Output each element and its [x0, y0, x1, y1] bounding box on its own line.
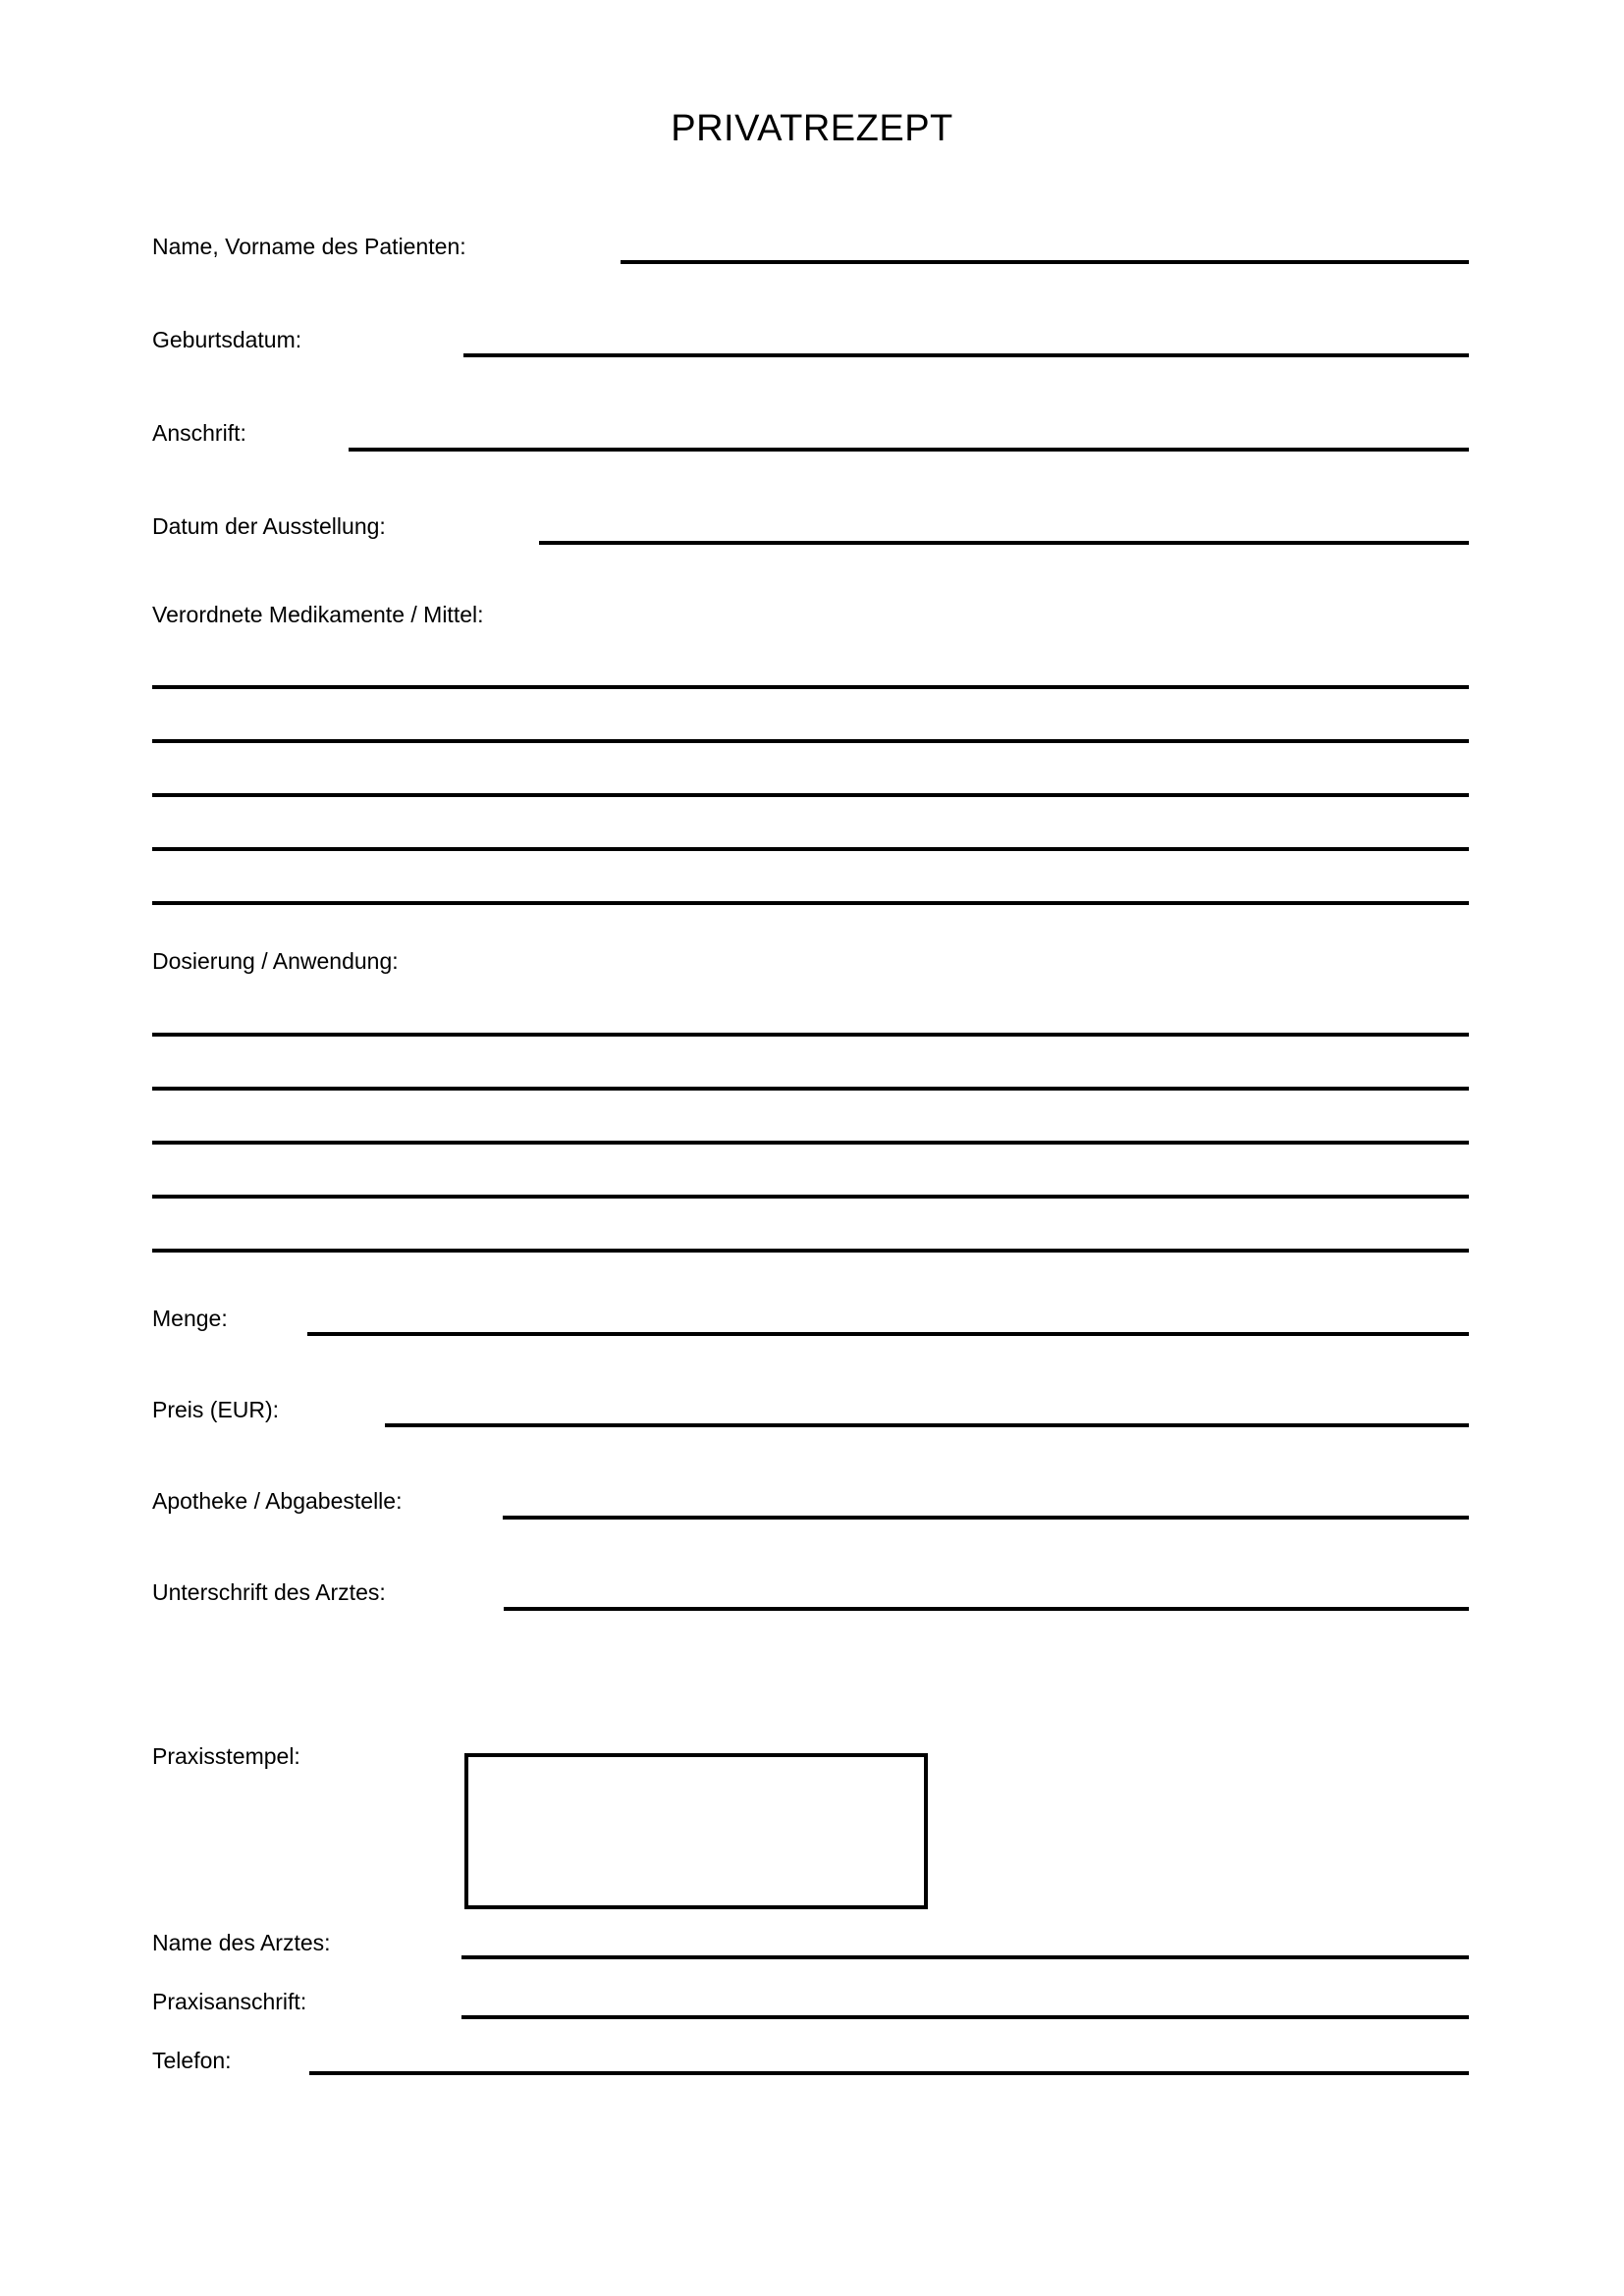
input-practice-address[interactable] [461, 2015, 1469, 2019]
label-pharmacy: Apotheke / Abgabestelle: [152, 1488, 403, 1514]
label-birthdate: Geburtsdatum: [152, 327, 302, 352]
input-quantity[interactable] [307, 1332, 1469, 1336]
label-quantity: Menge: [152, 1306, 228, 1331]
label-price: Preis (EUR): [152, 1397, 280, 1422]
dosage-line-2[interactable] [152, 1087, 1469, 1091]
input-doctor-signature[interactable] [504, 1607, 1469, 1611]
medication-line-2[interactable] [152, 739, 1469, 743]
dosage-line-3[interactable] [152, 1141, 1469, 1145]
medication-line-1[interactable] [152, 685, 1469, 689]
label-address: Anschrift: [152, 420, 246, 446]
label-doctor-signature: Unterschrift des Arztes: [152, 1579, 386, 1605]
input-address[interactable] [349, 448, 1469, 452]
label-prescribed-medication: Verordnete Medikamente / Mittel: [152, 602, 484, 627]
page-title: PRIVATREZEPT [671, 108, 953, 149]
input-phone[interactable] [309, 2071, 1469, 2075]
dosage-line-1[interactable] [152, 1033, 1469, 1037]
input-doctor-name[interactable] [461, 1955, 1469, 1959]
practice-stamp-box[interactable] [464, 1753, 928, 1909]
medication-line-3[interactable] [152, 793, 1469, 797]
medication-line-4[interactable] [152, 847, 1469, 851]
medication-line-5[interactable] [152, 901, 1469, 905]
input-price[interactable] [385, 1423, 1469, 1427]
label-practice-stamp: Praxisstempel: [152, 1743, 300, 1769]
label-issue-date: Datum der Ausstellung: [152, 513, 386, 539]
input-patient-name[interactable] [621, 260, 1469, 264]
input-issue-date[interactable] [539, 541, 1469, 545]
input-pharmacy[interactable] [503, 1516, 1469, 1520]
label-practice-address: Praxisanschrift: [152, 1989, 307, 2014]
label-doctor-name: Name des Arztes: [152, 1930, 331, 1955]
label-phone: Telefon: [152, 2048, 232, 2073]
label-patient-name: Name, Vorname des Patienten: [152, 234, 466, 259]
dosage-line-5[interactable] [152, 1249, 1469, 1253]
dosage-line-4[interactable] [152, 1195, 1469, 1199]
label-dosage: Dosierung / Anwendung: [152, 948, 399, 974]
input-birthdate[interactable] [463, 353, 1469, 357]
